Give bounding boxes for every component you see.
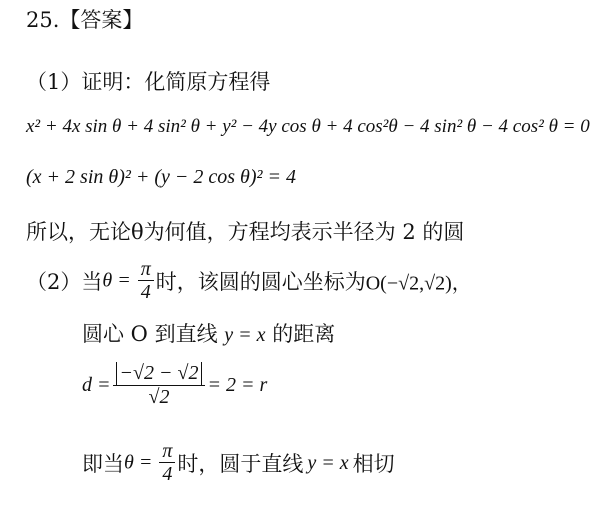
expanded-equation-text: x² + 4x sin θ + 4 sin² θ + y² − 4y cos θ + 4 cos²θ − 4 sin² θ − 4 cos² θ = 0 (26, 116, 590, 137)
distance-fraction (113, 362, 206, 409)
final-theta-fraction (159, 440, 175, 486)
final-end: 相切 (352, 452, 395, 476)
answer-header (26, 4, 143, 34)
factored-equation (26, 166, 296, 189)
distance-intro (82, 318, 335, 348)
distance-intro-prefix: 圆心 O 到直线 (82, 322, 218, 346)
final-conclusion (82, 440, 395, 486)
expanded-equation (26, 115, 590, 138)
part2-suffix: 时，该圆的圆心坐标为 (155, 270, 366, 294)
circle-center: O(−√2,√2)， (365, 272, 472, 295)
distance-fraction-numerator: −√2 − √2 (113, 362, 206, 386)
line-equation: y = x (224, 324, 266, 346)
part1-label: （1）证明：化简原方程得 (26, 70, 271, 94)
final-suffix: 时，圆于直线 (177, 452, 304, 476)
final-theta-numerator: π (159, 440, 175, 463)
theta-fraction-numerator: π (138, 258, 154, 281)
part1-conclusion: 所以，无论θ为何值，方程均表示半径为 2 的圆 (26, 220, 465, 244)
answer-label: 【答案】 (59, 8, 144, 32)
final-line-equation: y = x (307, 451, 349, 474)
theta-fraction (138, 258, 154, 304)
theta-fraction-denominator: 4 (140, 281, 151, 303)
distance-formula (82, 362, 267, 409)
final-prefix: 即当 (82, 452, 124, 476)
distance-symbol: d = (82, 374, 111, 396)
final-theta-symbol: θ = (124, 451, 158, 474)
distance-intro-suffix: 的距离 (272, 322, 336, 346)
part2-label (26, 258, 472, 304)
distance-fraction-denominator: √2 (148, 386, 170, 408)
theta-symbol: θ = (102, 269, 136, 292)
distance-result: = 2 = r (207, 374, 268, 396)
part2-prefix: （2）当 (26, 270, 103, 294)
final-theta-denominator: 4 (162, 463, 173, 485)
question-number: 25. (26, 8, 60, 32)
factored-equation-text: (x + 2 sin θ)² + (y − 2 cos θ)² = 4 (26, 166, 297, 188)
